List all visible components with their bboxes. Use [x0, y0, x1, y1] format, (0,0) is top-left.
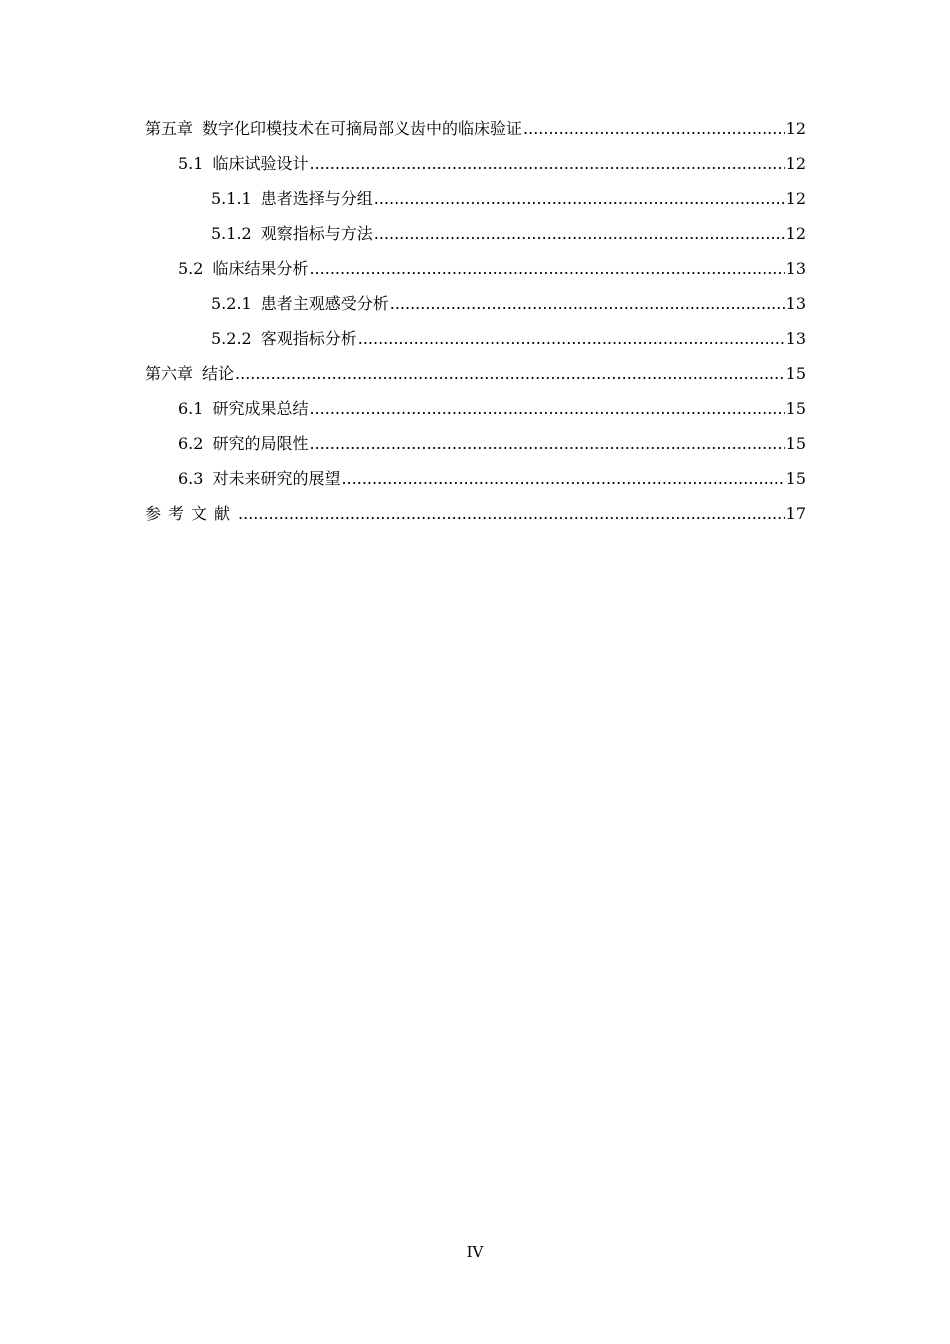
toc-dot-leader [341, 461, 784, 496]
toc-entry-references[interactable] [145, 496, 806, 531]
toc-entry-5-1-2[interactable] [145, 216, 806, 251]
toc-entry-page: 13 [785, 329, 806, 348]
toc-entry-title: 观察指标与方法 [260, 224, 373, 243]
toc-entry-number: 5.1 [178, 154, 204, 173]
toc-entry-6-3[interactable] [145, 461, 806, 496]
toc-dot-leader [309, 391, 784, 426]
toc-entry-title: 临床结果分析 [212, 259, 309, 278]
toc-entry-5-2-2[interactable] [145, 321, 806, 356]
toc-entry-6-2[interactable] [145, 426, 806, 461]
toc-entry-page: 12 [785, 189, 806, 208]
toc-entry-title: 临床试验设计 [212, 154, 309, 173]
toc-entry-title: 对未来研究的展望 [212, 469, 341, 488]
toc-entry-5-2-1[interactable] [145, 286, 806, 321]
toc-entry-chapter-5[interactable] [145, 111, 806, 146]
toc-dot-leader [358, 321, 785, 356]
toc-entry-chapter-6[interactable] [145, 356, 806, 391]
toc-entry-number: 5.1.2 [211, 224, 252, 243]
toc-dot-leader [374, 216, 785, 251]
toc-entry-number: 6.3 [178, 469, 204, 488]
toc-entry-title: 患者主观感受分析 [260, 294, 389, 313]
toc-dot-leader [235, 356, 785, 391]
toc-entry-page: 15 [785, 434, 806, 453]
toc-entry-number: 5.2.2 [211, 329, 252, 348]
toc-dot-leader [309, 146, 784, 181]
toc-entry-5-1-1[interactable] [145, 181, 806, 216]
toc-entry-6-1[interactable] [145, 391, 806, 426]
toc-entry-page: 13 [785, 294, 806, 313]
toc-entry-number: 第六章 [145, 364, 194, 383]
toc-entry-title: 结论 [202, 364, 235, 383]
toc-entry-title: 参考文献 [145, 504, 238, 523]
toc-entry-title: 数字化印模技术在可摘局部义齿中的临床验证 [202, 119, 523, 138]
toc-entry-page: 12 [785, 224, 806, 243]
page-number: IV [466, 1243, 484, 1261]
toc-entry-number: 5.1.1 [211, 189, 252, 208]
toc-dot-leader [523, 111, 785, 146]
toc-entry-number: 5.2 [178, 259, 204, 278]
toc-dot-leader [390, 286, 785, 321]
toc-entry-number: 6.2 [178, 434, 204, 453]
table-of-contents [145, 111, 806, 531]
toc-entry-number: 5.2.1 [211, 294, 252, 313]
toc-entry-page: 15 [785, 469, 806, 488]
toc-entry-page: 12 [785, 119, 806, 138]
toc-entry-number: 6.1 [178, 399, 204, 418]
toc-entry-page: 13 [785, 259, 806, 278]
toc-entry-page: 17 [785, 504, 806, 523]
toc-dot-leader [238, 496, 785, 531]
toc-dot-leader [309, 251, 784, 286]
toc-dot-leader [374, 181, 785, 216]
toc-entry-title: 研究成果总结 [212, 399, 309, 418]
toc-entry-5-1[interactable] [145, 146, 806, 181]
toc-entry-title: 研究的局限性 [212, 434, 309, 453]
toc-entry-title: 客观指标分析 [260, 329, 357, 348]
toc-dot-leader [309, 426, 784, 461]
toc-entry-5-2[interactable] [145, 251, 806, 286]
toc-entry-number: 第五章 [145, 119, 194, 138]
toc-entry-page: 15 [785, 399, 806, 418]
toc-entry-page: 12 [785, 154, 806, 173]
toc-entry-page: 15 [785, 364, 806, 383]
toc-entry-title: 患者选择与分组 [260, 189, 373, 208]
